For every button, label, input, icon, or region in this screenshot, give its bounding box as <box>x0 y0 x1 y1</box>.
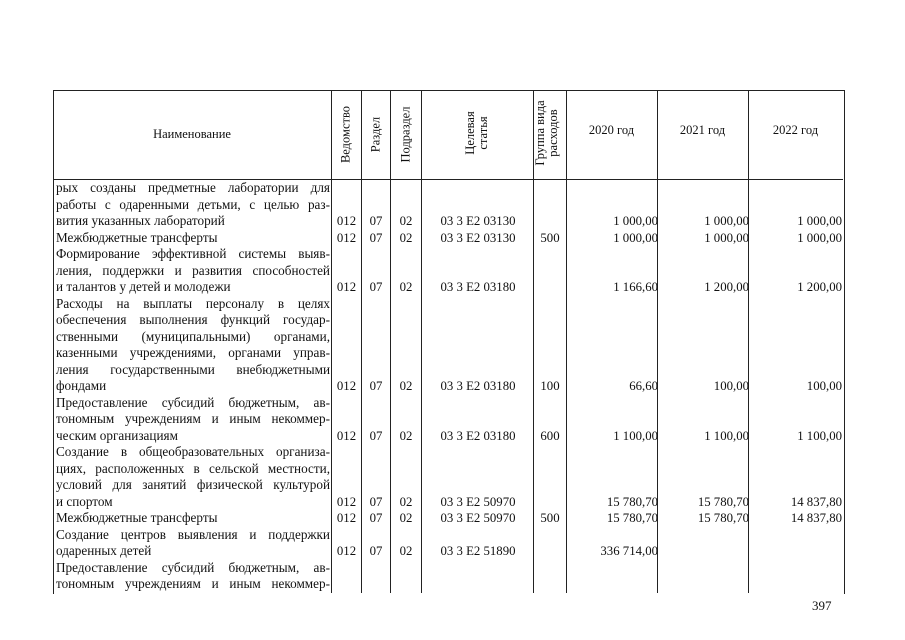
cell-celevaya: 03 3 Е2 03180 <box>440 379 516 393</box>
row-name-line: Межбюджетные трансферты <box>56 229 218 245</box>
cell-celevaya: 03 3 Е2 03130 <box>440 214 516 228</box>
cell-podrazdel: 02 <box>399 280 413 294</box>
col-divider <box>361 90 362 593</box>
cell-podrazdel: 02 <box>399 214 413 228</box>
row-name <box>56 180 330 230</box>
cell-y2020: 1 000,00 <box>613 214 658 228</box>
cell-gruppa: 500 <box>540 230 560 245</box>
cell-y2021: 1 000,00 <box>704 230 749 245</box>
row-name <box>56 527 330 560</box>
cell-gruppa: 600 <box>540 428 560 443</box>
cell-y2020: 1 000,00 <box>613 230 658 245</box>
row-name-line: фондами <box>56 378 107 393</box>
row-name-line: Формирование эффективной системы выяв- <box>56 246 330 261</box>
row-name <box>56 246 330 296</box>
row-name-line: Расходы на выплаты персоналу в целях <box>56 295 330 311</box>
col-divider <box>421 90 422 593</box>
header-gruppa-vida-rashodov: Группа вида расходов <box>533 100 560 166</box>
row-name <box>56 395 330 445</box>
cell-y2020: 1 166,60 <box>613 280 658 294</box>
row-name <box>56 510 330 527</box>
header-celevaya-statya: Целевая статья <box>463 111 490 155</box>
row-name <box>56 560 330 593</box>
cell-y2020: 15 780,70 <box>606 494 658 509</box>
cell-y2022: 1 100,00 <box>797 428 842 443</box>
row-name-line: Межбюджетные трансферты <box>56 510 218 525</box>
cell-ved: 012 <box>336 230 357 245</box>
cell-y2022: 100,00 <box>806 379 842 393</box>
cell-razdel: 07 <box>369 494 383 509</box>
header-razdel: Раздел <box>368 116 383 153</box>
cell-ved: 012 <box>336 428 357 443</box>
header-year-2020: 2020 год <box>588 123 635 137</box>
row-name-line: и спортом <box>56 493 113 509</box>
cell-y2022: 1 000,00 <box>797 214 842 228</box>
cell-y2020: 336 714,00 <box>600 544 658 558</box>
row-name-line: Создание центров выявления и поддержки <box>56 526 330 542</box>
cell-podrazdel: 02 <box>399 230 413 245</box>
row-name-line: рых созданы предметные лаборатории для <box>56 180 330 195</box>
cell-razdel: 07 <box>369 428 383 443</box>
cell-ved: 012 <box>336 379 357 393</box>
col-divider <box>331 90 332 593</box>
cell-ved: 012 <box>336 280 357 294</box>
cell-celevaya: 03 3 Е2 03130 <box>440 230 516 245</box>
cell-podrazdel: 02 <box>399 379 413 393</box>
row-name-line: обеспечения выполнения функций государ- <box>56 312 330 327</box>
cell-podrazdel: 02 <box>399 494 413 509</box>
row-name-line: и талантов у детей и молодежи <box>56 279 231 294</box>
cell-y2021: 15 780,70 <box>697 494 749 509</box>
row-name-line: тономным учреждениям и иным некоммер- <box>56 411 330 426</box>
cell-y2022: 1 000,00 <box>797 230 842 245</box>
row-name-line: ческим организациям <box>56 427 178 443</box>
cell-razdel: 07 <box>369 544 383 558</box>
header-name: Наименование <box>153 127 231 141</box>
header-vedomstvo: Ведомство <box>338 105 353 164</box>
cell-ved: 012 <box>336 494 357 509</box>
row-name-line: Создание в общеобразовательных организа- <box>56 444 330 459</box>
row-name-line: работы с одаренными детьми, с целью раз- <box>56 196 330 212</box>
cell-razdel: 07 <box>369 511 383 525</box>
cell-y2021: 1 200,00 <box>704 280 749 294</box>
cell-razdel: 07 <box>369 280 383 294</box>
row-name-line: одаренных детей <box>56 543 152 558</box>
header-year-2022: 2022 год <box>772 123 819 137</box>
cell-razdel: 07 <box>369 379 383 393</box>
cell-gruppa: 100 <box>540 379 560 393</box>
cell-celevaya: 03 3 Е2 50970 <box>440 511 516 525</box>
header-podrazdel: Подраздел <box>398 106 413 163</box>
cell-y2022: 14 837,80 <box>790 494 842 509</box>
cell-ved: 012 <box>336 511 357 525</box>
row-name-line: циях, расположенных в сельской местности, <box>56 460 330 476</box>
cell-razdel: 07 <box>369 214 383 228</box>
cell-celevaya: 03 3 Е2 50970 <box>440 494 516 509</box>
cell-y2022: 1 200,00 <box>797 280 842 294</box>
cell-gruppa: 500 <box>540 511 560 525</box>
cell-ved: 012 <box>336 214 357 228</box>
cell-celevaya: 03 3 Е2 03180 <box>440 428 516 443</box>
row-name-line: ственными (муниципальными) органами, <box>56 328 330 344</box>
row-name-line: тономным учреждениям и иным некоммер- <box>56 576 330 591</box>
row-name <box>56 296 330 395</box>
row-name <box>56 444 330 510</box>
cell-celevaya: 03 3 Е2 03180 <box>440 280 516 294</box>
page-number: 397 <box>812 598 832 613</box>
cell-podrazdel: 02 <box>399 511 413 525</box>
row-name-line: вития указанных лабораторий <box>56 213 225 228</box>
cell-y2022: 14 837,80 <box>790 511 842 525</box>
cell-y2021: 15 780,70 <box>697 511 749 525</box>
cell-y2020: 66,60 <box>629 379 658 393</box>
row-name <box>56 230 330 247</box>
cell-y2021: 1 000,00 <box>704 214 749 228</box>
row-name-line: ления, поддержки и развития способностей <box>56 262 330 278</box>
cell-podrazdel: 02 <box>399 544 413 558</box>
row-name-line: ления государственными внебюджетными <box>56 361 330 377</box>
cell-ved: 012 <box>336 544 357 558</box>
row-name-line: Предоставление субсидий бюджетным, ав- <box>56 559 330 575</box>
cell-podrazdel: 02 <box>399 428 413 443</box>
cell-y2021: 1 100,00 <box>704 428 749 443</box>
row-name-line: казенными учреждениями, органами управ- <box>56 345 330 360</box>
cell-razdel: 07 <box>369 230 383 245</box>
row-name-line: условий для занятий физической культурой <box>56 477 330 492</box>
col-divider <box>566 90 567 593</box>
header-year-2021: 2021 год <box>679 123 726 137</box>
cell-celevaya: 03 3 Е2 51890 <box>440 544 516 558</box>
row-name-line: Предоставление субсидий бюджетным, ав- <box>56 394 330 410</box>
cell-y2020: 15 780,70 <box>606 511 658 525</box>
cell-y2020: 1 100,00 <box>613 428 658 443</box>
col-divider <box>390 90 391 593</box>
cell-y2021: 100,00 <box>713 379 749 393</box>
